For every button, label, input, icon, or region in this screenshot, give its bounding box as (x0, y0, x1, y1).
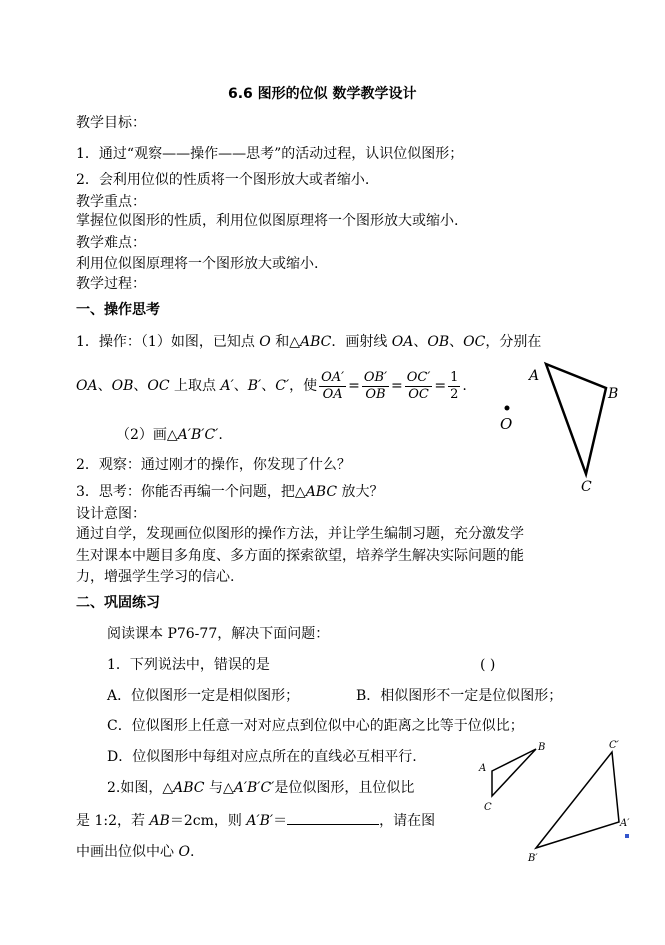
op3-triangle: A′B′C′ (177, 427, 219, 443)
fraction-oa-den: OA (322, 386, 343, 402)
fraction-ob-num: OB′ (363, 369, 388, 385)
question-2-line-3 (76, 842, 194, 862)
op2-sep-4: 、 (261, 378, 276, 394)
design-line-1: 通过自学，发现画位似图形的操作方法，并让学生编制习题，充分激发学 (76, 526, 524, 542)
op1-point-o: O (259, 334, 271, 350)
op1-ray-ob: OB (427, 334, 450, 350)
fraction-half-num: 1 (450, 369, 459, 385)
process-heading: 教学过程： (76, 276, 146, 292)
label-c: C (581, 479, 592, 495)
q2-ab: AB (149, 813, 170, 829)
small-marker (625, 834, 629, 838)
think-triangle: ABC (305, 484, 338, 500)
fraction-oa (319, 370, 346, 403)
fraction-half (448, 370, 460, 403)
think-question (76, 482, 384, 502)
fraction-ob-den: OB (365, 386, 386, 402)
q2-end: . (189, 844, 195, 860)
operation-line-3 (116, 425, 223, 445)
option-a: A．位似图形一定是相似图形； (107, 688, 300, 704)
q2-ratio-text: 是 1:2，若 (76, 813, 150, 829)
op1-text-c: ．画射线 (331, 334, 392, 350)
op1-text-b: 和△ (270, 334, 300, 350)
design-heading: 设计意图： (76, 506, 146, 522)
equals-1: = (348, 378, 360, 394)
op2-sep-2: 、 (133, 378, 148, 394)
triangle-small-shape (492, 749, 536, 796)
equals-2: = (391, 378, 403, 394)
fraction-oc (405, 370, 433, 403)
q2-text-c: 与△ (204, 780, 234, 796)
operation-line-2 (76, 366, 467, 406)
label-small-b: B (538, 742, 546, 753)
triangle-abc-shape (546, 364, 606, 474)
fraction-oc-num: OC′ (406, 369, 431, 385)
section-2-heading: 二、巩固练习 (76, 595, 160, 611)
goal-2: 2．会利用位似的性质将一个图形放大或者缩小. (76, 172, 370, 188)
operation-line-1 (76, 332, 541, 352)
q2-text-e: 是位似图形，且位似比 (274, 780, 415, 796)
op1-ray-oa: OA (391, 334, 414, 350)
op1-sep-1: 、 (413, 334, 428, 350)
point-o-dot (505, 406, 510, 411)
op2-text-l: ，使 (289, 378, 318, 394)
label-large-c: C′ (609, 740, 619, 751)
key-text: 掌握位似图形的性质，利用位似图原理将一个图形放大或缩小. (76, 213, 459, 229)
think-text-a: 3．思考：你能否再编一个问题，把△ (76, 484, 306, 500)
goal-1: 1．通过“观察——操作——思考”的活动过程，认识位似图形； (76, 146, 464, 162)
question-1-answer-blank: ( ) (480, 657, 496, 673)
think-text-c: 放大？ (337, 484, 384, 500)
q2-text-a: 2.如图，△ (107, 780, 174, 796)
triangle-large-shape (536, 752, 619, 848)
q2-triangle-abc: ABC (173, 780, 205, 796)
op2-c-prime: C′ (275, 378, 290, 394)
op2-sep-3: 、 (233, 378, 248, 394)
q2-center-o: O (178, 844, 190, 860)
figure-similar-triangles (475, 735, 635, 865)
question-2-line-2 (76, 810, 435, 831)
label-large-a: A′ (620, 818, 630, 829)
goals-heading: 教学目标： (76, 115, 146, 131)
op2-oc: OC (147, 378, 170, 394)
equals-3: = (434, 378, 447, 394)
page-title: 6.6 图形的位似 数学教学设计 (228, 86, 417, 102)
op2-text-f: 上取点 (169, 378, 221, 394)
label-o: O (500, 415, 513, 433)
option-c: C．位似图形上任意一对对应点到位似中心的距离之比等于位似比； (107, 718, 524, 734)
op2-oa: OA (76, 378, 98, 394)
design-line-2: 生对课本中题目多角度、多方面的探索欲望，培养学生解决实际问题的能 (76, 548, 524, 564)
op1-sep-2: 、 (449, 334, 464, 350)
op2-ob: OB (111, 378, 134, 394)
question-2-line-1 (107, 778, 414, 798)
q2-length-text: ＝2cm，则 (169, 813, 247, 829)
fraction-oc-den: OC (408, 386, 429, 402)
q2-ab-prime: A′B′ (246, 813, 274, 829)
answer-blank[interactable] (287, 810, 379, 825)
difficulty-heading: 教学难点： (76, 235, 146, 251)
op3-end: . (218, 427, 223, 443)
fraction-ob (362, 370, 389, 403)
q2-triangle-prime: A′B′C′ (233, 780, 275, 796)
fraction-half-den: 2 (450, 386, 459, 402)
label-b: B (608, 386, 619, 402)
option-d: D．位似图形中每组对应点所在的直线必互相平行. (107, 749, 417, 765)
op2-end: . (462, 378, 467, 394)
op1-ray-oc: OC (463, 334, 486, 350)
label-a: A (529, 368, 540, 384)
q2-equals: ＝ (273, 813, 288, 829)
op2-b-prime: B′ (247, 378, 262, 394)
observe-question: 2．观察：通过刚才的操作，你发现了什么？ (76, 457, 351, 473)
op2-a-prime: A′ (220, 378, 234, 394)
op1-text-a: 1．操作：（1）如图，已知点 (76, 334, 260, 350)
read-instruction: 阅读课本 P76-77，解决下面问题： (107, 626, 330, 642)
op1-text-f: ，分别在 (485, 334, 542, 350)
q2-center-text: 中画出位似中心 (76, 844, 179, 860)
q2-text-f: ，请在图 (379, 813, 436, 829)
section-1-heading: 一、操作思考 (76, 302, 160, 318)
op2-sep-1: 、 (97, 378, 112, 394)
op3-text-a: （2）画△ (116, 427, 178, 443)
label-small-c: C (484, 802, 492, 813)
option-b: B．相似图形不一定是位似图形； (356, 688, 563, 704)
figure-triangle-abc (500, 350, 630, 500)
label-small-a: A (479, 763, 487, 774)
question-1: 1．下列说法中，错误的是 (107, 657, 270, 673)
key-heading: 教学重点： (76, 194, 146, 210)
op1-triangle-abc: ABC (299, 334, 332, 350)
difficulty-text: 利用位似图原理将一个图形放大或缩小. (76, 256, 319, 272)
fraction-oa-num: OA′ (321, 369, 345, 385)
design-line-3: 力，增强学生学习的信心. (76, 569, 235, 585)
label-large-b: B′ (528, 853, 538, 864)
